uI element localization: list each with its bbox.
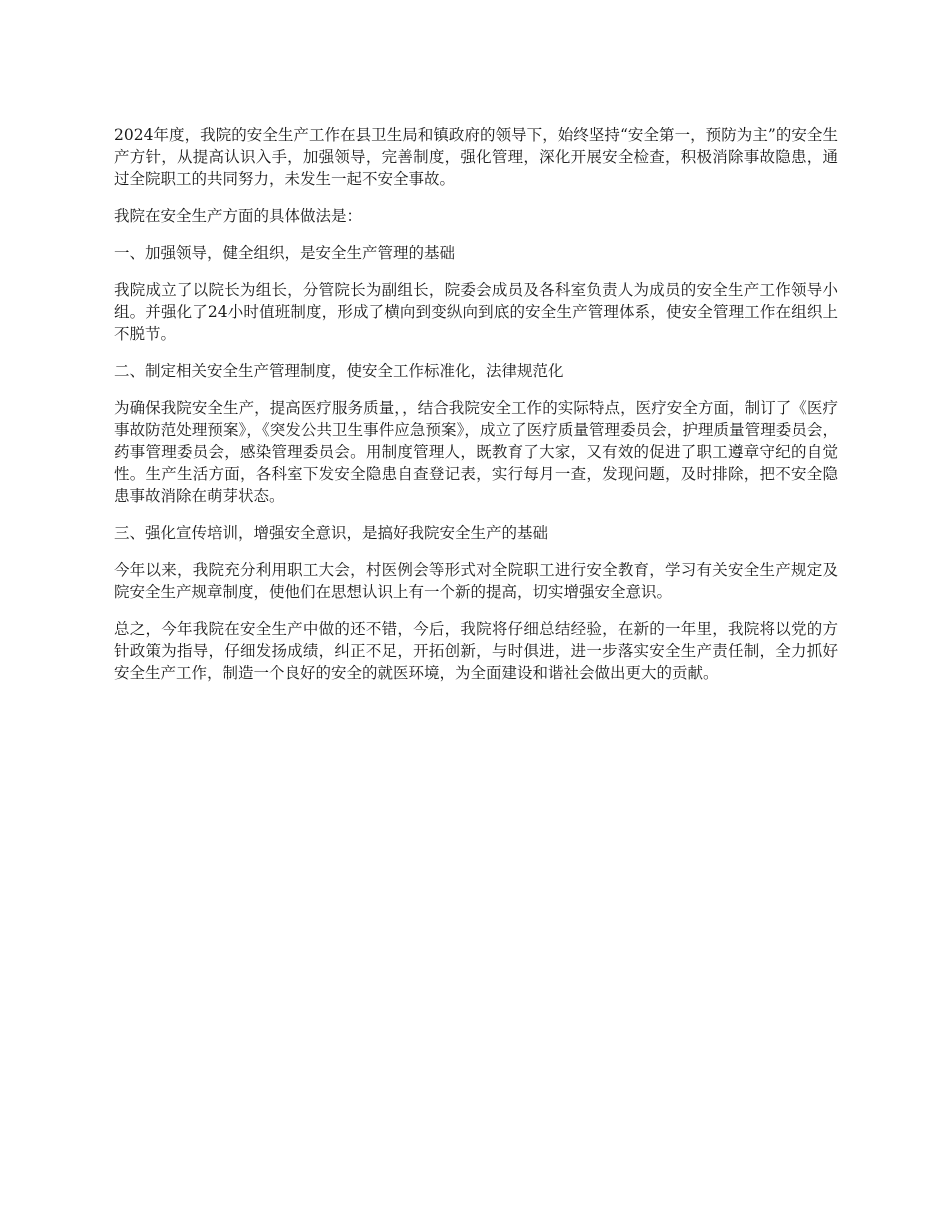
methods-lead-paragraph: 我院在安全生产方面的具体做法是： bbox=[114, 207, 363, 225]
intro-paragraph: 2024年度，我院的安全生产工作在县卫生局和镇政府的领导下，始终坚持“安全第一，预防为主”的安全生产方针，从提高认识入手，加强领导，完善制度，强化管理，深化开展安全检查，积极消除事故隐患，通过全院职工的共同努力，未发生一起不安全事故。 bbox=[114, 126, 838, 188]
conclusion-paragraph: 总之，今年我院在安全生产中做的还不错，今后，我院将仔细总结经验，在新的一年里，我院将以党的方针政策为指导，仔细发扬成绩，纠正不足，开拓创新，与时俱进，进一步落实安全生产责任制，全力抓好安全生产工作，制造一个良好的安全的就医环境，为全面建设和谐社会做出更大的贡献。 bbox=[114, 620, 838, 682]
section-heading-1: 一、加强领导，健全组织，是安全生产管理的基础 bbox=[114, 244, 456, 262]
section-3-paragraph: 今年以来，我院充分利用职工大会，村医例会等形式对全院职工进行安全教育，学习有关安全生产规定及院安全生产规章制度，使他们在思想认识上有一个新的提高，切实增强安全意识。 bbox=[114, 561, 838, 601]
section-heading-2: 二、制定相关安全生产管理制度，使安全工作标准化，法律规范化 bbox=[114, 362, 564, 380]
section-heading-3: 三、强化宣传培训，增强安全意识，是搞好我院安全生产的基础 bbox=[114, 524, 549, 542]
document-body bbox=[114, 124, 838, 699]
section-1-paragraph: 我院成立了以院长为组长，分管院长为副组长，院委会成员及各科室负责人为成员的安全生产工作领导小组。并强化了24小时值班制度，形成了横向到变纵向到底的安全生产管理体系，使安全管理工作在组织上不脱节。 bbox=[114, 281, 838, 343]
section-2-paragraph: 为确保我院安全生产，提高医疗服务质量，，结合我院安全工作的实际特点，医疗安全方面，制订了《医疗事故防范处理预案》，《突发公共卫生事件应急预案》，成立了医疗质量管理委员会，护理质量管理委员会，药事管理委员会，感染管理委员会。用制度管理人，既教育了大家，又有效的促进了职工遵章守纪的自觉性。生产生活方面，各科室下发安全隐患自查登记表，实行每月一查，发现问题，及时排除，把不安全隐患事故消除在萌芽状态。 bbox=[114, 399, 838, 505]
